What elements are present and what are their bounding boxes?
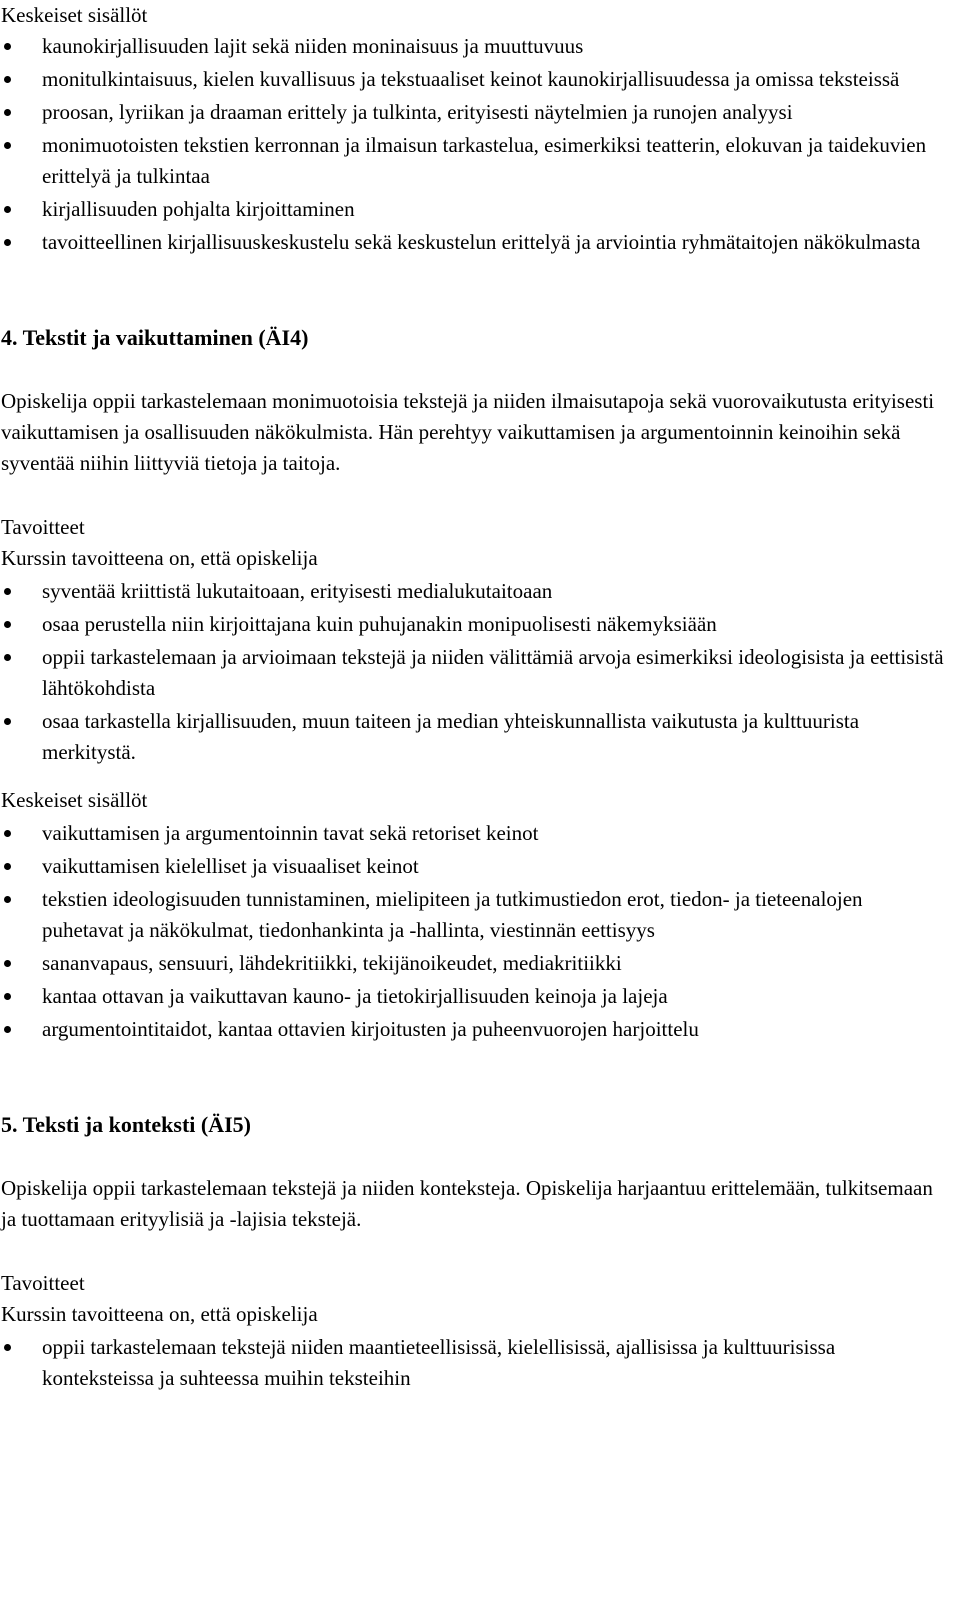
list-item: argumentointitaidot, kantaa ottavien kirjoitusten ja puheenvuorojen harjoittelu xyxy=(1,1014,960,1045)
list-item: syventää kriittistä lukutaitoaan, erityisesti medialukutaitoaan xyxy=(1,576,960,607)
content-label: Keskeiset sisällöt xyxy=(1,3,148,27)
list-item: monitulkintaisuus, kielen kuvallisuus ja tekstuaaliset keinot kaunokirjallisuudessa ja omissa teksteissä xyxy=(1,64,960,95)
goals-label: Tavoitteet xyxy=(1,1271,85,1295)
list-item: kaunokirjallisuuden lajit sekä niiden moninaisuus ja muuttuvuus xyxy=(1,31,960,62)
list-item: sananvapaus, sensuuri, lähdekritiikki, tekijänoikeudet, mediakritiikki xyxy=(1,948,960,979)
list-item: osaa tarkastella kirjallisuuden, muun taiteen ja median yhteiskunnallista vaikutusta ja kulttuurista merkitystä. xyxy=(1,706,960,768)
section-heading: 5. Teksti ja konteksti (ÄI5) xyxy=(1,1112,251,1137)
section-intro: Opiskelija oppii tarkastelemaan tekstejä ja niiden konteksteja. Opiskelija harjaantuu erittelemään, tulkitsemaan ja tuottamaan erityylisiä ja -lajisia tekstejä. xyxy=(1,1176,933,1231)
section-intro: Opiskelija oppii tarkastelemaan monimuotoisia tekstejä ja niiden ilmaisutapoja sekä vuorovaikutusta erityisesti vaikuttamisen ja osallisuuden näkökulmista. Hän perehtyy vaikuttamisen ja argumentoinnin keinoihin sekä syventää niihin liittyviä tietoja ja taitoja. xyxy=(1,389,935,475)
content-list xyxy=(1,818,960,1045)
content-list xyxy=(1,31,960,258)
goals-lead: Kurssin tavoitteena on, että opiskelija xyxy=(1,546,318,570)
list-item: kantaa ottavan ja vaikuttavan kauno- ja tietokirjallisuuden keinoja ja lajeja xyxy=(1,981,960,1012)
list-item: kirjallisuuden pohjalta kirjoittaminen xyxy=(1,194,960,225)
list-item: osaa perustella niin kirjoittajana kuin puhujanakin monipuolisesti näkemyksiään xyxy=(1,609,960,640)
list-item: oppii tarkastelemaan ja arvioimaan tekstejä ja niiden välittämiä arvoja esimerkiksi ideologisista ja eettisistä lähtökohdista xyxy=(1,642,960,704)
list-item: vaikuttamisen ja argumentoinnin tavat sekä retoriset keinot xyxy=(1,818,960,849)
goals-lead: Kurssin tavoitteena on, että opiskelija xyxy=(1,1302,318,1326)
list-item: proosan, lyriikan ja draaman erittely ja tulkinta, erityisesti näytelmien ja runojen analyysi xyxy=(1,97,960,128)
list-item: oppii tarkastelemaan tekstejä niiden maantieteellisissä, kielellisissä, ajallisissa ja kulttuurisissa konteksteissa ja suhteessa muihin teksteihin xyxy=(1,1332,960,1394)
goals-list xyxy=(1,1332,960,1394)
list-item: monimuotoisten tekstien kerronnan ja ilmaisun tarkastelua, esimerkiksi teatterin, elokuvan ja taidekuvien erittelyä ja tulkintaa xyxy=(1,130,960,192)
list-item: vaikuttamisen kielelliset ja visuaaliset keinot xyxy=(1,851,960,882)
content-label: Keskeiset sisällöt xyxy=(1,788,148,812)
list-item: tekstien ideologisuuden tunnistaminen, mielipiteen ja tutkimustiedon erot, tiedon- ja tieteenalojen puhetavat ja näkökulmat, tiedonhankinta ja -hallinta, viestinnän eettisyys xyxy=(1,884,960,946)
section-heading: 4. Tekstit ja vaikuttaminen (ÄI4) xyxy=(1,325,309,350)
goals-label: Tavoitteet xyxy=(1,515,85,539)
list-item: tavoitteellinen kirjallisuuskeskustelu sekä keskustelun erittelyä ja arviointia ryhmätaitojen näkökulmasta xyxy=(1,227,960,258)
goals-list xyxy=(1,576,960,768)
